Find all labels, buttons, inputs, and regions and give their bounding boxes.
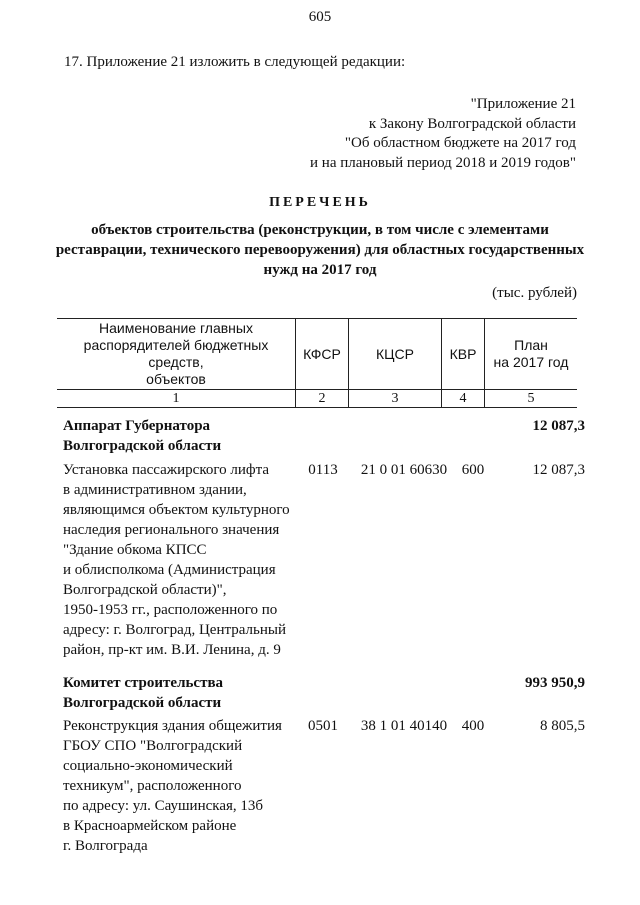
kcsr-code: 38 1 01 40140: [360, 718, 448, 734]
column-number: 5: [485, 390, 578, 408]
amendment-intro: 17. Приложение 21 изложить в следующей редакции:: [64, 54, 406, 70]
group-total: 12 087,3: [532, 418, 585, 434]
header-name-line: Наименование главных: [99, 320, 253, 336]
group-name: [63, 416, 298, 456]
document-subtitle: [55, 220, 585, 280]
kvr-code: 600: [461, 462, 485, 478]
header-plan: [485, 319, 578, 390]
plan-amount: 12 087,3: [532, 462, 585, 478]
object-name: [63, 460, 298, 660]
group-name-line: Волгоградской области: [63, 695, 222, 711]
object-name: [63, 716, 298, 856]
subtitle-line: объектов строительства (реконструкции, в том числе с элементами: [91, 222, 549, 238]
object-name-line: г. Волгограда: [63, 838, 148, 854]
object-name-line: Волгоградской области)",: [63, 582, 227, 598]
object-name-line: и облисполкома (Администрация: [63, 562, 276, 578]
appendix-line: "Об областном бюджете на 2017 год: [344, 135, 576, 151]
group-name-line: Аппарат Губернатора: [63, 418, 211, 434]
kcsr-code: 21 0 01 60630: [360, 462, 448, 478]
column-number: 2: [296, 390, 349, 408]
object-name-line: "Здание обкома КПСС: [63, 542, 207, 558]
units-note: (тыс. рублей): [492, 285, 577, 301]
group-name: [63, 673, 298, 713]
column-number: 4: [442, 390, 485, 408]
kfsr-code: 0113: [308, 462, 338, 478]
object-name-line: Установка пассажирского лифта: [63, 462, 270, 478]
header-kcsr: КЦСР: [349, 319, 442, 390]
object-name-line: адресу: г. Волгоград, Центральный: [63, 622, 286, 638]
column-number: 3: [349, 390, 442, 408]
object-name-line: Реконструкция здания общежития: [63, 718, 282, 734]
page-number: 605: [308, 9, 332, 25]
subtitle-line: нужд на 2017 год: [263, 262, 377, 278]
object-name-line: ГБОУ СПО "Волгоградский: [63, 738, 243, 754]
object-name-line: 1950-1953 гг., расположенного по: [63, 602, 278, 618]
kfsr-code: 0501: [308, 718, 338, 734]
header-name: [57, 319, 296, 390]
object-name-line: являющимся объектом культурного: [63, 502, 290, 518]
object-name-line: наследия регионального значения: [63, 522, 280, 538]
header-plan-line: на 2017 год: [493, 354, 569, 370]
object-name-line: социально-экономический: [63, 758, 233, 774]
header-kvr: КВР: [442, 319, 485, 390]
group-total: 993 950,9: [525, 675, 585, 691]
object-name-line: в Красноармейском районе: [63, 818, 237, 834]
appendix-line: и на плановый период 2018 и 2019 годов": [310, 154, 576, 171]
document-title: ПЕРЕЧЕНЬ: [269, 195, 371, 210]
appendix-line: к Закону Волгоградской области: [368, 115, 576, 132]
object-name-line: в административном здании,: [63, 482, 247, 498]
kvr-code: 400: [461, 718, 485, 734]
group-name-line: Комитет строительства: [63, 675, 224, 691]
table-header: [57, 318, 577, 408]
column-number: 1: [57, 390, 296, 408]
subtitle-line: реставрации, технического перевооружения) для областных государственных: [55, 242, 585, 258]
header-plan-line: План: [514, 337, 548, 353]
appendix-reference: [300, 95, 576, 173]
object-name-line: техникум", расположенного: [63, 778, 242, 794]
object-name-line: по адресу: ул. Саушинская, 13б: [63, 798, 264, 814]
plan-amount: 8 805,5: [540, 718, 585, 734]
header-kfsr: КФСР: [296, 319, 349, 390]
group-name-line: Волгоградской области: [63, 438, 222, 454]
object-name-line: район, пр-кт им. В.И. Ленина, д. 9: [63, 642, 281, 658]
header-name-line: распорядителей бюджетных средств,: [83, 337, 269, 370]
appendix-line: "Приложение 21: [470, 96, 576, 112]
header-name-line: объектов: [146, 371, 206, 387]
